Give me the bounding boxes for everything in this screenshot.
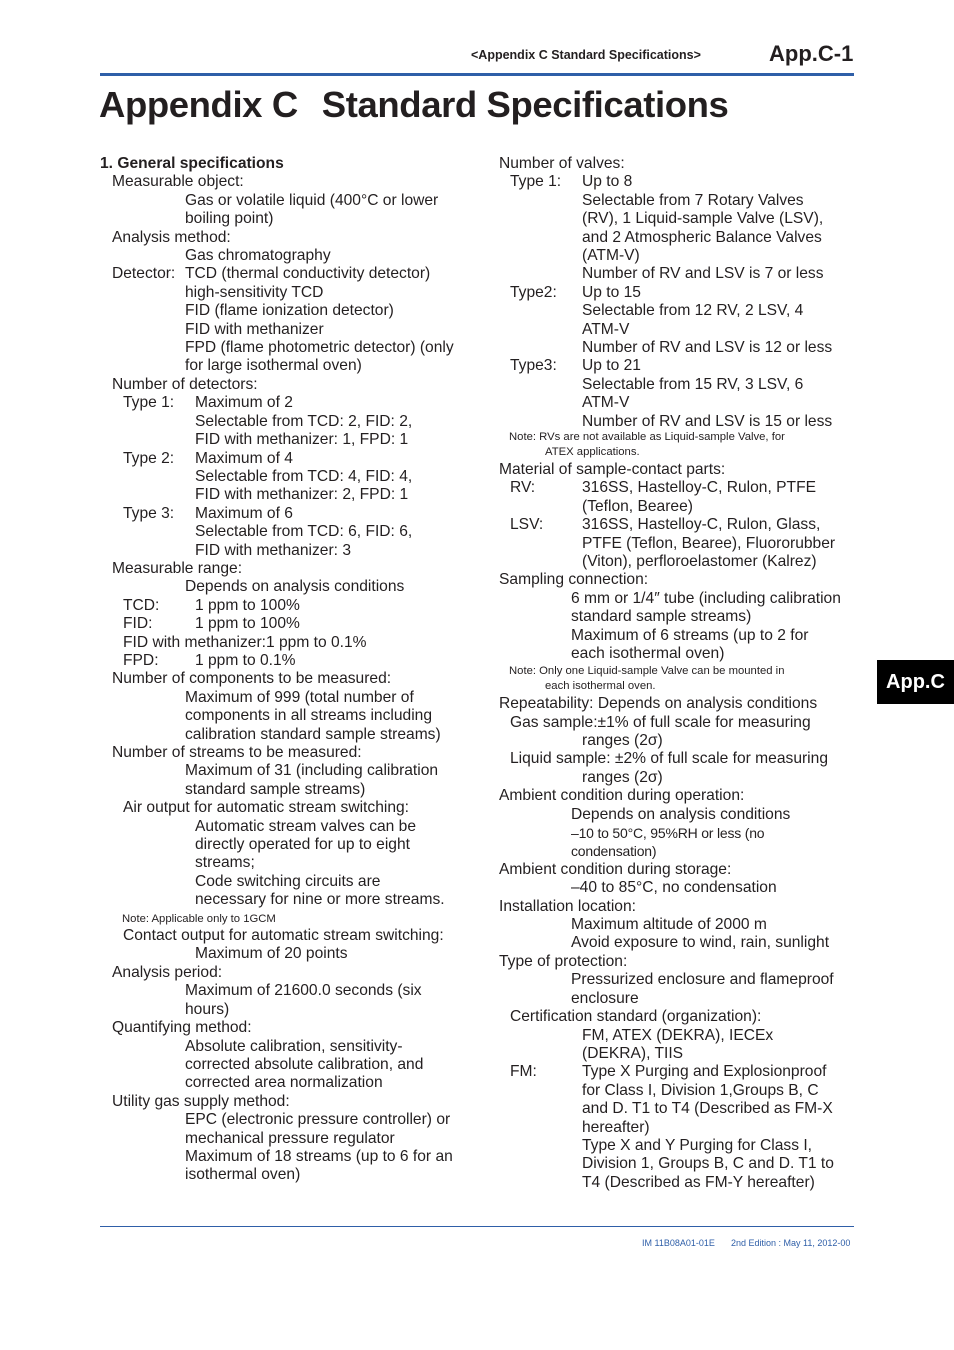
spec-value: Depends on analysis conditions [571,805,791,823]
spec-value: Maximum of 4 [195,449,293,467]
spec-value: streams; [195,854,255,872]
spec-row [100,597,472,615]
spec-row [499,1063,859,1081]
spec-value: Maximum of 6 streams (up to 2 for [571,626,809,644]
spec-label: Liquid sample: ±2% of full scale for measuring [510,750,828,768]
section-heading: 1. General specifications [100,155,284,172]
spec-value: Division 1, Groups B, C and D. T1 to [582,1155,834,1173]
page-title [99,84,728,126]
spec-value: 1 ppm to 100% [195,615,300,633]
spec-value: high-sensitivity TCD [185,283,324,301]
spec-value: Selectable from TCD: 6, FID: 6, [195,523,413,541]
spec-value: directly operated for up to eight [195,836,410,854]
spec-label: Utility gas supply method: [112,1092,290,1110]
spec-value: Maximum of 31 (including calibration [185,762,439,780]
spec-value: hereafter) [582,1118,650,1136]
spec-value: for Class I, Division 1,Groups B, C [582,1081,819,1099]
type-label: Type 1: [510,173,562,191]
spec-value: necessary for nine or more streams. [195,891,445,909]
type-label: FID: [123,615,153,633]
type-label: Type3: [510,357,557,375]
spec-row [100,450,472,468]
spec-label: Sampling connection: [499,571,649,589]
spec-value: standard sample streams) [185,780,366,798]
spec-value: PTFE (Teflon, Bearee), Fluororubber [582,534,836,552]
spec-label: Number of components to be measured: [112,670,392,688]
spec-label: Detector: [112,265,176,283]
spec-value: and D. T1 to T4 (Described as FM-X [582,1100,833,1118]
spec-value: TCD (thermal conductivity detector) [185,265,431,283]
header-rule [100,73,854,76]
spec-value: FID with methanizer [185,320,324,338]
spec-value: FID with methanizer: 3 [195,541,351,559]
spec-value: Type X Purging and Explosionproof [582,1063,827,1081]
spec-label: Air output for automatic stream switching: [123,799,410,817]
spec-value: mechanical pressure regulator [185,1129,395,1147]
spec-label: Number of valves: [499,155,625,172]
spec-row [499,357,859,375]
spec-row [100,394,472,412]
spec-label: Ambient condition during storage: [499,860,732,878]
spec-value: –10 to 50°C, 95%RH or less (no [571,825,765,842]
spec-value: Code switching circuits are [195,872,381,890]
title-appendix: Appendix C [99,84,298,125]
spec-row [499,284,859,302]
spec-label: Analysis method: [112,228,231,246]
footer-document-id: IM 11B08A01-01E [642,1238,715,1248]
spec-value: 1 ppm to 100% [195,596,300,614]
spec-value: Absolute calibration, sensitivity- [185,1037,403,1055]
spec-label: Measurable range: [112,559,243,577]
spec-row [100,505,472,523]
spec-value: 1 ppm to 0.1% [195,651,296,669]
spec-label: Contact output for automatic stream switching: [123,927,444,945]
spec-value: FID with methanizer: 2, FPD: 1 [195,486,409,504]
page-number: App.C-1 [769,41,854,66]
spec-value: (Viton), perfloroelastomer (Kalrez) [582,552,817,570]
note: Note: RVs are not available as Liquid-sample Valve, for [509,431,785,444]
type-label: Type2: [510,283,557,301]
spec-label: Installation location: [499,897,636,915]
type-label: RV: [510,479,536,497]
spec-value: Maximum of 21600.0 seconds (six [185,982,422,1000]
spec-value: Selectable from TCD: 2, FID: 2, [195,412,413,430]
type-label: FM: [510,1063,537,1081]
spec-label: Number of detectors: [112,375,258,393]
spec-value: Maximum of 999 (total number of [185,688,414,706]
spec-label: Repeatability: Depends on analysis conditions [499,695,818,713]
spec-value: Number of RV and LSV is 7 or less [582,265,824,283]
spec-row [499,479,859,497]
spec-label: Number of streams to be measured: [112,744,362,761]
spec-value: each isothermal oven) [571,644,725,662]
spec-value: and 2 Atmospheric Balance Valves [582,228,822,246]
spec-value: components in all streams including [185,707,433,725]
spec-value: calibration standard sample streams) [185,725,441,743]
spec-value: FID with methanizer:1 ppm to 0.1% [123,633,367,651]
spec-value: Automatic stream valves can be [195,817,417,835]
appendix-side-tab: App.C [877,660,954,704]
spec-value: hours) [185,1000,230,1018]
spec-value: 316SS, Hastelloy-C, Rulon, Glass, [582,516,821,534]
spec-value: Up to 8 [582,173,633,191]
note: Note: Only one Liquid-sample Valve can be mounted in [509,665,785,678]
spec-value: EPC (electronic pressure controller) or [185,1111,451,1129]
title-text: Standard Specifications [321,84,729,125]
spec-value: standard sample streams) [571,608,752,626]
spec-value: Selectable from 15 RV, 3 LSV, 6 [582,375,804,393]
left-column [100,155,472,1185]
spec-value: Maximum altitude of 2000 m [571,916,767,934]
spec-value: for large isothermal oven) [185,357,362,375]
spec-value: Maximum of 20 points [195,945,348,963]
spec-value: Maximum of 18 streams (up to 6 for an [185,1147,453,1165]
spec-value: (Teflon, Bearee) [582,497,693,515]
spec-value: ranges (2σ) [582,768,663,786]
right-column [499,155,859,1192]
spec-value: Maximum of 2 [195,394,293,412]
spec-value: (DEKRA), TIIS [582,1044,684,1062]
spec-value: Type X and Y Purging for Class I, [582,1136,812,1154]
spec-value: isothermal oven) [185,1166,301,1184]
header-section-label: <Appendix C Standard Specifications> [471,48,701,62]
spec-label: Certification standard (organization): [510,1008,762,1026]
spec-value: condensation) [571,843,657,860]
spec-value: 316SS, Hastelloy-C, Rulon, PTFE [582,479,816,497]
spec-value: Pressurized enclosure and flameproof [571,971,834,989]
spec-value: (RV), 1 Liquid-sample Valve (LSV), [582,210,824,228]
note: Note: Applicable only to 1GCM [122,912,276,925]
spec-value: FID (flame ionization detector) [185,302,394,320]
type-label: FPD: [123,651,159,669]
spec-row [499,516,859,534]
spec-value: Selectable from TCD: 4, FID: 4, [195,467,413,485]
spec-value: boiling point) [185,210,274,228]
spec-value: T4 (Described as FM-Y hereafter) [582,1173,815,1191]
spec-label: Type of protection: [499,952,628,970]
spec-label: Material of sample-contact parts: [499,460,726,478]
spec-value: Up to 21 [582,357,641,375]
spec-value: FID with methanizer: 1, FPD: 1 [195,431,409,449]
spec-value: Number of RV and LSV is 12 or less [582,339,833,357]
spec-label: Gas sample:±1% of full scale for measuring [510,713,811,731]
spec-value: ranges (2σ) [582,732,663,749]
spec-value: ATM-V [582,320,630,338]
type-label: Type 3: [123,504,175,522]
spec-value: Gas chromatography [185,247,331,265]
type-label: LSV: [510,516,544,534]
spec-row [499,173,859,191]
spec-value: FPD (flame photometric detector) (only [185,339,454,357]
spec-value: Avoid exposure to wind, rain, sunlight [571,934,830,952]
spec-label: Analysis period: [112,963,223,981]
spec-value: 6 mm or 1/4″ tube (including calibration [571,589,841,607]
spec-value: Maximum of 6 [195,504,293,522]
spec-value: ATM-V [582,394,630,412]
note-continued: ATEX applications. [545,445,640,458]
spec-value: enclosure [571,989,639,1007]
footer-edition: 2nd Edition : May 11, 2012-00 [731,1238,851,1248]
spec-value: FM, ATEX (DEKRA), IECEx [582,1026,774,1044]
spec-label: Measurable object: [112,173,244,191]
spec-row [100,615,472,633]
note-continued: each isothermal oven. [545,679,656,692]
spec-value: corrected area normalization [185,1074,383,1092]
spec-value: Number of RV and LSV is 15 or less [582,412,833,430]
spec-value: (ATM-V) [582,247,640,265]
spec-row [100,652,472,670]
footer-rule [100,1226,854,1227]
spec-value: corrected absolute calibration, and [185,1055,424,1073]
spec-value: Selectable from 7 Rotary Valves [582,191,804,209]
type-label: Type 2: [123,449,175,467]
spec-label: Quantifying method: [112,1019,252,1037]
spec-value: Up to 15 [582,283,641,301]
type-label: TCD: [123,596,160,614]
spec-value: Gas or volatile liquid (400°C or lower [185,191,439,209]
spec-value: Depends on analysis conditions [185,578,405,596]
spec-value: –40 to 85°C, no condensation [571,879,777,897]
spec-label: Ambient condition during operation: [499,787,745,805]
type-label: Type 1: [123,394,175,412]
spec-value: Selectable from 12 RV, 2 LSV, 4 [582,302,804,320]
spec-row [100,265,472,283]
